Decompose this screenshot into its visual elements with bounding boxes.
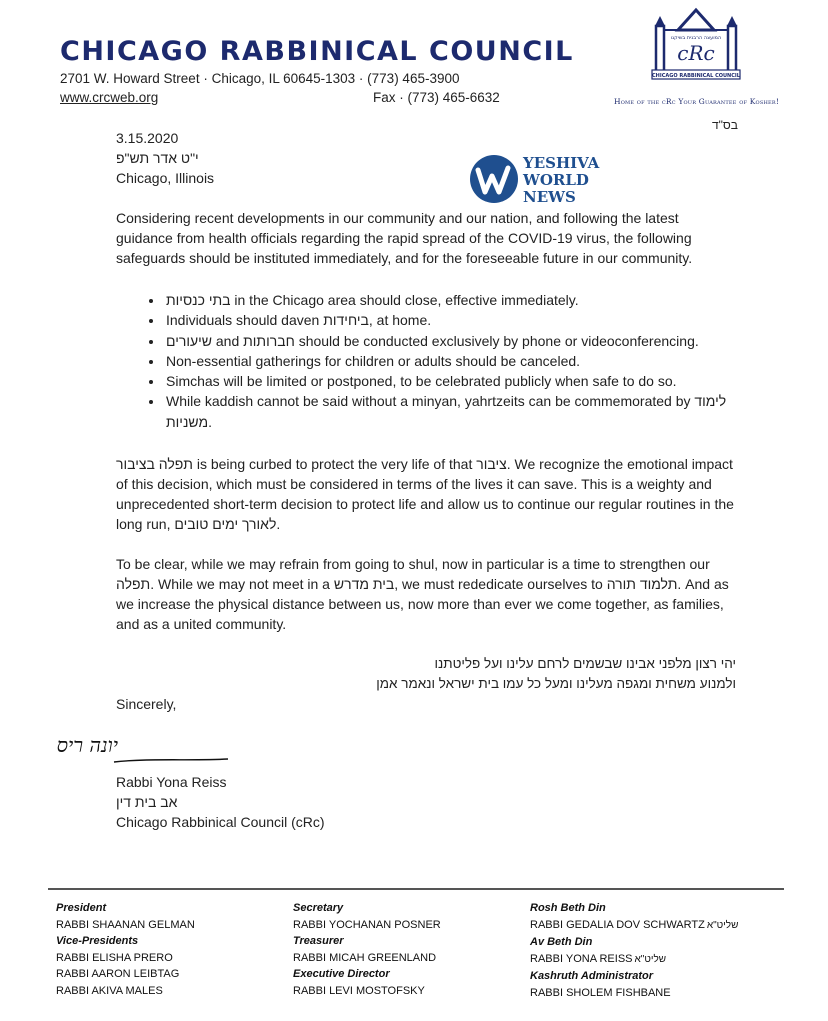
footer-name: RABBI YONA REISS: [530, 952, 633, 965]
ywn-line1: YESHIVA: [523, 154, 600, 172]
bsd-mark: בס"ד: [712, 118, 738, 132]
footer-name: RABBI GEDALIA DOV SCHWARTZ: [530, 918, 705, 931]
org-address: 2701 W. Howard Street · Chicago, IL 60645-1303 · (773) 465-3900: [60, 71, 460, 86]
signer-title-hebrew: אב בית דין: [116, 794, 178, 810]
valediction: Sincerely,: [116, 696, 177, 712]
strengthen-paragraph: To be clear, while we may refrain from going to shul, now in particular is a time to strengthen our תפלה. While we may not meet in a בית מדרש, we must rededicate ourselves to תלמוד תורה. And as we increase the physical distance between us, now more than ever we come together, as families, and as a united community.: [116, 556, 729, 632]
footer-role: President: [56, 902, 107, 914]
signature-text: יונה ריס: [56, 733, 118, 757]
footer-column-beth-din: [530, 900, 738, 1001]
footer-column-officers: [56, 900, 195, 999]
ywn-line3: NEWS: [523, 188, 576, 206]
prayer-line-1: יהי רצון מלפני אבינו שבשמים לרחם עלינו ועל פליטתנו: [434, 656, 736, 671]
logo-hebrew: המועצה הרבנית בשיקגו: [670, 35, 722, 41]
hebrew-date: י"ט אדר תש"פ: [116, 150, 199, 166]
footer-role: Vice-Presidents: [56, 935, 139, 947]
prayer-line-2: ולמנוע משחית ומגפה מעלינו ומעל כל עמו בית ישראל ונאמר אמן: [376, 676, 736, 691]
list-item: • While kaddish cannot be said without a minyan, yahrtzeits can be commemorated by לימוד משניות.: [164, 391, 736, 432]
list-item: • Individuals should daven ביחידות, at home.: [164, 310, 736, 330]
signer-org: Chicago Rabbinical Council (cRc): [116, 814, 325, 830]
footer-name: RABBI YOCHANAN POSNER: [293, 918, 441, 931]
logo-text: cRc: [677, 41, 715, 65]
footer-name: RABBI AARON LEIBTAG: [56, 968, 180, 980]
org-name: CHICAGO RABBINICAL COUNCIL: [60, 36, 574, 67]
list-item: • Simchas will be limited or postponed, to be celebrated publicly when safe to do so.: [164, 371, 736, 391]
signer-name: Rabbi Yona Reiss: [116, 774, 227, 790]
ywn-watermark: [466, 150, 616, 208]
ywn-line2: WORLD: [523, 171, 589, 189]
footer-name: RABBI LEVI MOSTOFSKY: [293, 984, 425, 997]
footer-name: RABBI SHAANAN GELMAN: [56, 918, 195, 931]
list-item: • בתי כנסיות in the Chicago area should close, effective immediately.: [164, 290, 736, 310]
footer-name-row: [530, 951, 738, 969]
footer-hebrew-title: שליט"א: [634, 953, 667, 965]
logo-ribbon: CHICAGO RABBINICAL COUNCIL: [652, 73, 740, 79]
footer-role: Executive Director: [293, 968, 390, 980]
logo-tagline: Home of the cRc Your Guarantee of Kosher!: [614, 97, 780, 106]
footer-role: Rosh Beth Din: [530, 902, 606, 914]
footer-name: RABBI SHOLEM FISHBANE: [530, 986, 671, 999]
intro-paragraph: Considering recent developments in our community and our nation, and following the latest guidance from health officials regarding the rapid spread of the COVID-19 virus, the following safeguards should be instituted immediately, and for the foreseeable future in our community.: [116, 210, 693, 266]
footer-name-row: [530, 917, 738, 935]
footer-name: RABBI MICAH GREENLAND: [293, 951, 437, 964]
letter-date: 3.15.2020: [116, 130, 179, 146]
org-fax: Fax · (773) 465-6632: [373, 90, 500, 105]
footer-role: Av Beth Din: [530, 936, 593, 948]
footer-hebrew-title: שליט"א: [706, 919, 739, 931]
footer-divider: [48, 888, 784, 890]
footer-role: Secretary: [293, 902, 344, 914]
list-item: • Non-essential gatherings for children or adults should be canceled.: [164, 351, 736, 371]
list-item: • שיעורים and חברותות should be conducted exclusively by phone or videoconferencing.: [164, 331, 736, 351]
footer-name: RABBI ELISHA PRERO: [56, 951, 173, 964]
footer-name: RABBI AKIVA MALES: [56, 984, 163, 997]
curbing-paragraph: תפלה בציבור is being curbed to protect the very life of that ציבור. We recognize the emotional impact of this decision, which must be considered in terms of the lives it can save. This is a weighty and unprecedented short-term decision to protect life and allow us to continue our regular routines in the long run, לאורך ימים טובים.: [116, 456, 734, 532]
org-website-link[interactable]: www.crcweb.org: [60, 90, 159, 105]
letter-location: Chicago, Illinois: [116, 170, 215, 186]
footer-role: Kashruth Administrator: [530, 970, 654, 982]
signature: [56, 728, 240, 768]
crc-logo: [646, 8, 746, 93]
footer-role: Treasurer: [293, 935, 344, 947]
safeguard-list: [116, 290, 736, 432]
footer-column-staff: [293, 900, 441, 999]
